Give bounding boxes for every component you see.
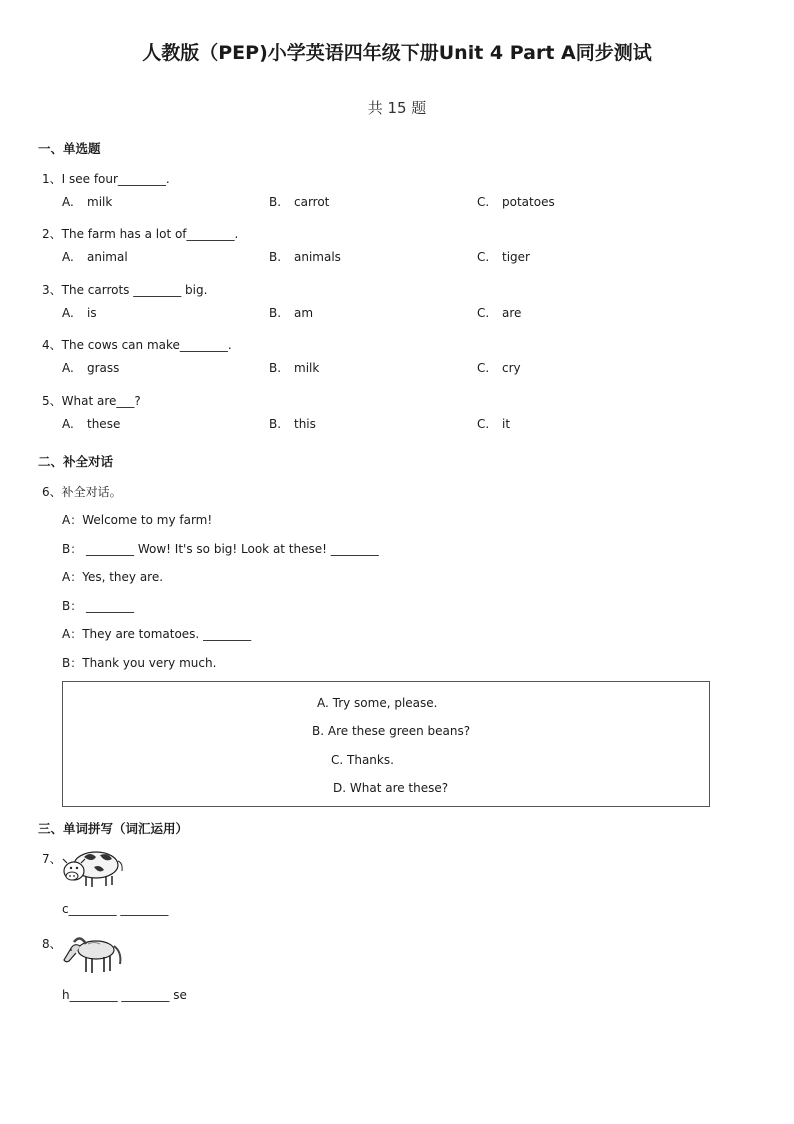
dialogue-line: A：Welcome to my farm! bbox=[62, 513, 213, 527]
option-c[interactable]: C. are bbox=[477, 306, 522, 320]
section-title-single-choice: 一、单选题 bbox=[38, 141, 101, 156]
spelling-answer-line[interactable]: h________ ________ se bbox=[62, 988, 187, 1002]
question-stem: 6、补全对话。 bbox=[42, 485, 122, 499]
option-a[interactable]: A. milk bbox=[62, 195, 113, 209]
option-c[interactable]: C. potatoes bbox=[477, 195, 555, 209]
option-c[interactable]: C. tiger bbox=[477, 250, 530, 264]
question-stem: 2、The farm has a lot of________. bbox=[42, 227, 239, 241]
option-b[interactable]: B. this bbox=[269, 417, 316, 431]
choice-item: A. Try some, please. bbox=[317, 696, 438, 710]
option-c[interactable]: C. it bbox=[477, 417, 511, 431]
option-a[interactable]: A. these bbox=[62, 417, 121, 431]
section-title-dialogue: 二、补全对话 bbox=[38, 454, 114, 469]
choice-item: B. Are these green beans? bbox=[312, 724, 471, 738]
spelling-answer-line[interactable]: c________ ________ bbox=[62, 902, 169, 916]
dialogue-line: B： ________ Wow! It's so big! Look at these! ________ bbox=[62, 542, 379, 556]
choice-item: C. Thanks. bbox=[331, 753, 394, 767]
option-b[interactable]: B. milk bbox=[269, 361, 320, 375]
choice-item: D. What are these? bbox=[333, 781, 449, 795]
dialogue-line: A：Yes, they are. bbox=[62, 570, 164, 584]
question-stem: 3、The carrots ________ big. bbox=[42, 283, 208, 297]
option-a[interactable]: A. animal bbox=[62, 250, 128, 264]
page-title: 人教版（PEP)小学英语四年级下册Unit 4 Part A同步测试 bbox=[142, 42, 652, 64]
option-b[interactable]: B. am bbox=[269, 306, 314, 320]
option-b[interactable]: B. animals bbox=[269, 250, 341, 264]
horse-picture bbox=[60, 930, 124, 976]
option-a[interactable]: A. is bbox=[62, 306, 97, 320]
option-b[interactable]: B. carrot bbox=[269, 195, 330, 209]
dialogue-line: B： ________ bbox=[62, 599, 135, 613]
question-stem: 4、The cows can make________. bbox=[42, 338, 232, 352]
dialogue-line: A：They are tomatoes. ________ bbox=[62, 627, 252, 641]
dialogue-line: B：Thank you very much. bbox=[62, 656, 217, 670]
question-stem: 5、What are___? bbox=[42, 394, 141, 408]
cow-picture bbox=[60, 845, 124, 889]
section-title-spelling: 三、单词拼写（词汇运用） bbox=[38, 821, 189, 836]
choices-box bbox=[62, 681, 710, 807]
question-number: 8、 bbox=[42, 937, 62, 951]
question-count: 共 15 题 bbox=[367, 99, 427, 117]
option-a[interactable]: A. grass bbox=[62, 361, 120, 375]
option-c[interactable]: C. cry bbox=[477, 361, 521, 375]
question-number: 7、 bbox=[42, 852, 62, 866]
question-stem: 1、I see four________. bbox=[42, 172, 170, 186]
